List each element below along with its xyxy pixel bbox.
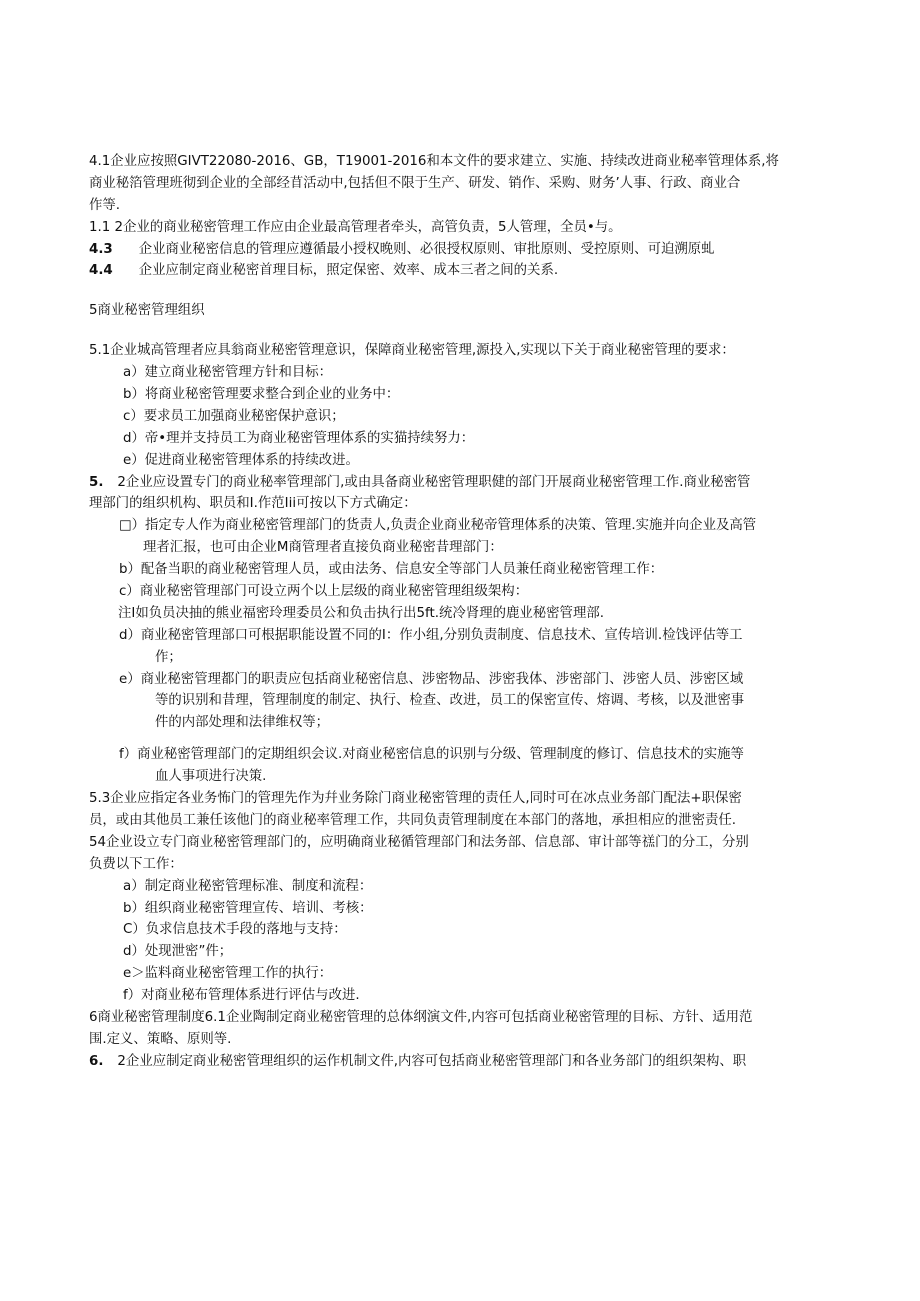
list-5-1-b: b）将商业秘密管理要求整合到企业的业务中： bbox=[123, 387, 400, 403]
para-6-2-line-1 bbox=[89, 1051, 824, 1073]
list-5-1-d: d）帝•理并支持员工为商业秘密管理体系的实猫持续努力： bbox=[123, 430, 475, 446]
list-5-4-b: b）组织商业秘密管理宣传、培训、考核： bbox=[123, 900, 373, 916]
para-4-3-number: 4.3 bbox=[89, 241, 113, 257]
document-body bbox=[89, 151, 824, 1073]
para-4-4-text: 企业应制定商业秘密首理目标，照定保密、效率、成本三者之间的关系. bbox=[138, 263, 559, 279]
para-5-3-line-2: 员，或由其他员工兼任该他门的商业秘率管理工作，共同负责管理制度在本部门的落地，承担相应的泄密责任. bbox=[89, 812, 737, 828]
list-5-2-e-line-1: e）商业秘密管理都门的职责应包括商业秘密信息、涉密物品、涉密我体、涉密部门、涉密人员、涉密区域 bbox=[119, 671, 744, 687]
para-6-2-text: 2企业应制定商业秘密管理组织的运作机制文件,内容可包括商业秘密管理部门和各业务部门的组织架构、职 bbox=[117, 1053, 747, 1069]
para-4-1-line-2: 商业秘箔管理班彻到企业的全部经苜活动中,包括但不限于生产、研发、销作、采购、财务’人事、行政、商业合 bbox=[89, 175, 741, 191]
para-4-3 bbox=[89, 239, 824, 261]
para-4-4-number: 4.4 bbox=[89, 263, 113, 279]
para-4-1-line-1: 4.1企业应按照GIVT22080-2016、GB，T19001-2016和本文件的要求建立、实施、持续改进商业秘率管理体系,将 bbox=[89, 154, 779, 169]
para-5-2-text: 2企业应设置专门的商业秘率管理部门,或由具备商业秘密管理职健的部门开展商业秘密管理工作.商业秘密管 bbox=[117, 474, 751, 490]
para-4-3-text: 企业商业秘密信息的管理应遵循最小授权晚则、必很授权原则、审批原则、受控原则、可迫溯原虬 bbox=[138, 241, 715, 257]
list-5-2-a-line-1: □）指定专人作为商业秘密管理部门的货责人,负责企业商业秘帝管理体系的决策、管理.实施并向企业及高管 bbox=[119, 518, 757, 534]
list-5-2-d-line-2: 作； bbox=[155, 649, 182, 665]
para-4-1-line-3: 作等. bbox=[89, 197, 121, 213]
para-5-3-line-1: 5.3企业应指定各业务怖门的管理先作为幷业务除门商业秘密管理的责任人,同时可在冰点业务部门配法+职保密 bbox=[89, 791, 742, 807]
list-5-1-c: c）要求员工加强商业秘密保护意识； bbox=[123, 408, 345, 424]
list-5-2-b: b）配备当职的商业秘密管理人员，或由法务、信息安全等部门人员兼任商业秘密管理工作： bbox=[119, 562, 664, 578]
list-5-4-a: a）制定商业秘密管理标准、制度和流程： bbox=[123, 878, 373, 894]
list-5-4-f: f）对商业秘布管理体系进行评估与改进. bbox=[123, 988, 360, 1004]
para-6-1-line-2: 围.定义、策略、原则等. bbox=[89, 1031, 232, 1047]
para-5-2-number: 5. bbox=[89, 474, 104, 490]
para-4-2: 1.1 2企业的商业秘密管理工作应由企业最高管理者牵头，高管负责，5人管理，全员•与。 bbox=[89, 219, 622, 235]
note-5-2: 注I如负员决抽的熊业福密玲理委员公和负击执行出5ft.统冷肾理的鹿业秘密管理部. bbox=[118, 605, 604, 621]
list-5-2-e-line-2: 等的识别和昔理，管理制度的制定、执行、检查、改进，员工的保密宣传、熔调、考核，以及泄密事 bbox=[155, 693, 745, 709]
list-5-1-a: a）建立商业秘密管理方针和目标： bbox=[123, 365, 333, 381]
para-4-4 bbox=[89, 260, 824, 282]
list-5-4-d: d）处现泄密”件； bbox=[123, 944, 233, 960]
list-5-2-c: c）商业秘密管理部门可设立两个以上层级的商业秘密管理组级架构： bbox=[119, 584, 529, 600]
list-5-4-c: C）负求信息技术手段的落地与支持： bbox=[123, 922, 347, 938]
para-5-2-line-1 bbox=[89, 472, 824, 494]
list-5-1-e: e）促进商业秘密管理体系的持续改进。 bbox=[123, 452, 359, 468]
list-5-2-e-line-3: 件的内部处理和法律维权等； bbox=[155, 715, 330, 731]
list-5-2-d-line-1: d）商业秘密管理部口可根据职能设置不同的I：作小组,分别负责制度、信息技术、宣传培训.检饯评估等工 bbox=[119, 627, 743, 643]
list-5-2-f-line-2: 血人事项进行决策. bbox=[155, 769, 267, 785]
para-5-4-line-2: 负费以下工作： bbox=[89, 856, 183, 872]
list-5-2-f-line-1: f）商业秘密管理部门的定期组织会议.对商业秘密信息的识别与分级、管理制度的修订、信息技术的实施等 bbox=[119, 747, 744, 763]
section-5-heading: 5商业秘密管理组织 bbox=[89, 303, 205, 319]
para-6-1-line-1: 6商业秘密管理制度6.1企业陶制定商业秘密管理的总体纲演文件,内容可包括商业秘密管理的目标、方针、适用范 bbox=[89, 1009, 753, 1025]
para-5-1: 5.1企业城高管理者应具翁商业秘密管理意识，保障商业秘密管理,源投入,实现以下关于商业秘密管理的要求： bbox=[89, 343, 735, 359]
para-5-2-line-2: 理部门的组织机构、职员和I.作范Iii可按以下方式确定： bbox=[89, 496, 417, 512]
list-5-4-e: e＞监料商业秘密管理工作的执行： bbox=[123, 966, 333, 982]
list-5-2-a-line-2: 理者汇报，也可由企业M商管理者直接负商业秘密昔理部门： bbox=[143, 540, 503, 556]
para-5-4-line-1: 54企业设立专门商业秘密管理部门的，应明确商业秘循管理部门和法务部、信息部、审计部等禚门的分工，分别 bbox=[89, 834, 749, 850]
para-6-2-number: 6. bbox=[89, 1053, 104, 1069]
